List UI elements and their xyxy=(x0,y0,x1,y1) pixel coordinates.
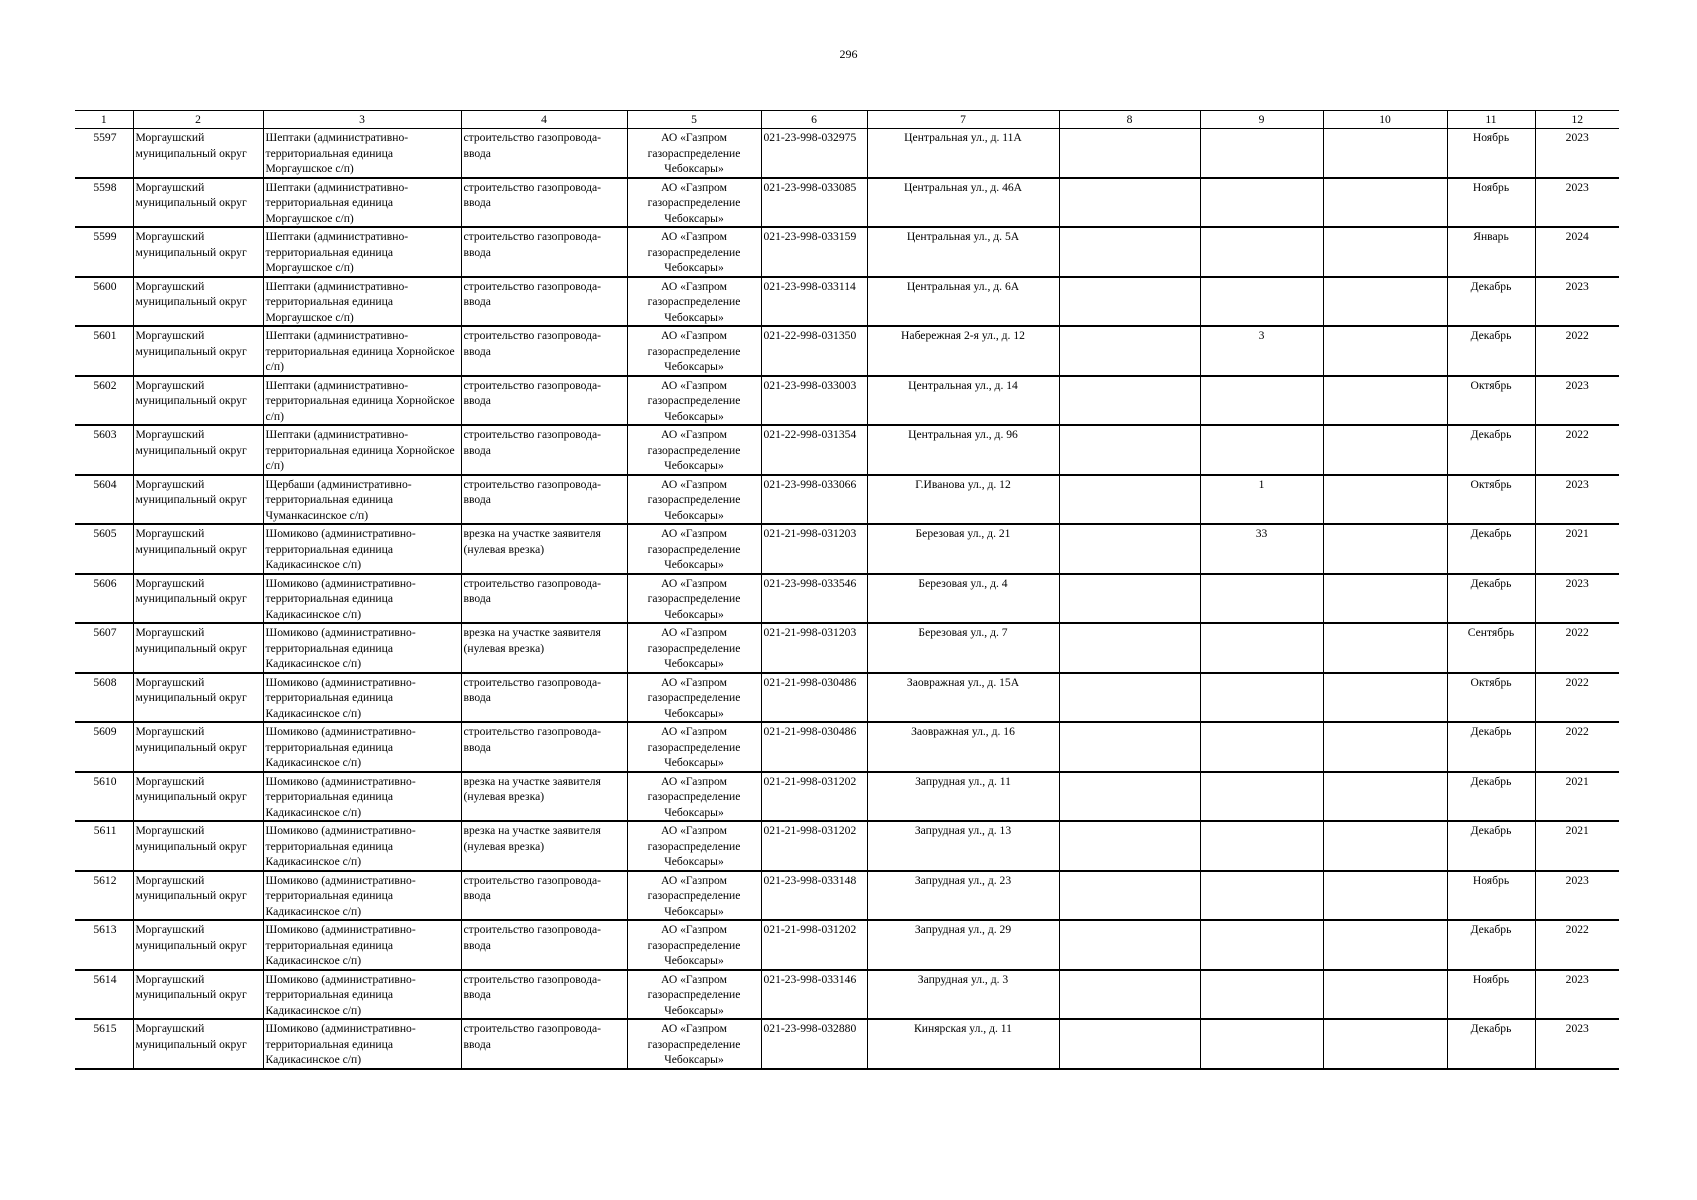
column-9-cell xyxy=(1200,920,1323,970)
address-cell: Запрудная ул., д. 23 xyxy=(867,871,1059,921)
settlement-cell: Щербаши (административно-территориальная единица Чуманкасинское с/п) xyxy=(263,475,461,525)
settlement-cell: Шептаки (административно-территориальная единица Хорнойское с/п) xyxy=(263,425,461,475)
column-10-cell xyxy=(1323,376,1447,426)
registry-table xyxy=(75,110,1619,1070)
address-cell: Запрудная ул., д. 11 xyxy=(867,772,1059,822)
row-number-cell: 5604 xyxy=(75,475,133,525)
contract-number-cell: 021-23-998-033085 xyxy=(761,178,867,228)
page-number: 296 xyxy=(839,47,858,61)
column-10-cell xyxy=(1323,475,1447,525)
month-cell: Январь xyxy=(1447,227,1535,277)
organization-cell: АО «Газпром газораспределение Чебоксары» xyxy=(627,129,761,178)
column-9-cell xyxy=(1200,425,1323,475)
column-9-cell: 33 xyxy=(1200,524,1323,574)
work-type-cell: строительство газопровода-ввода xyxy=(461,1019,627,1069)
month-cell: Декабрь xyxy=(1447,277,1535,327)
address-cell: Березовая ул., д. 21 xyxy=(867,524,1059,574)
settlement-cell: Шептаки (административно-территориальная единица Моргаушское с/п) xyxy=(263,178,461,228)
month-cell: Декабрь xyxy=(1447,574,1535,624)
municipality-cell: Моргаушский муниципальный округ xyxy=(133,326,263,376)
table-row xyxy=(75,920,1619,970)
settlement-cell: Шомиково (административно-территориальная единица Кадикасинское с/п) xyxy=(263,920,461,970)
month-cell: Декабрь xyxy=(1447,326,1535,376)
table-row xyxy=(75,475,1619,525)
column-9-cell: 1 xyxy=(1200,475,1323,525)
address-cell: Центральная ул., д. 96 xyxy=(867,425,1059,475)
table-row xyxy=(75,1019,1619,1069)
work-type-cell: строительство газопровода-ввода xyxy=(461,970,627,1020)
table-row xyxy=(75,425,1619,475)
row-number-cell: 5608 xyxy=(75,673,133,723)
column-8-cell xyxy=(1059,673,1200,723)
year-cell: 2023 xyxy=(1535,475,1619,525)
column-10-cell xyxy=(1323,524,1447,574)
year-cell: 2023 xyxy=(1535,1019,1619,1069)
contract-number-cell: 021-23-998-033146 xyxy=(761,970,867,1020)
row-number-cell: 5606 xyxy=(75,574,133,624)
column-8-cell xyxy=(1059,129,1200,178)
settlement-cell: Шептаки (административно-территориальная единица Моргаушское с/п) xyxy=(263,227,461,277)
row-number-cell: 5597 xyxy=(75,129,133,178)
work-type-cell: строительство газопровода-ввода xyxy=(461,326,627,376)
contract-number-cell: 021-23-998-033148 xyxy=(761,871,867,921)
contract-number-cell: 021-23-998-033159 xyxy=(761,227,867,277)
header-cell-12: 12 xyxy=(1535,111,1619,129)
organization-cell: АО «Газпром газораспределение Чебоксары» xyxy=(627,623,761,673)
table-row xyxy=(75,524,1619,574)
column-10-cell xyxy=(1323,970,1447,1020)
settlement-cell: Шомиково (административно-территориальная единица Кадикасинское с/п) xyxy=(263,871,461,921)
month-cell: Октябрь xyxy=(1447,673,1535,723)
contract-number-cell: 021-23-998-033546 xyxy=(761,574,867,624)
column-9-cell xyxy=(1200,227,1323,277)
header-cell-6: 6 xyxy=(761,111,867,129)
month-cell: Декабрь xyxy=(1447,920,1535,970)
year-cell: 2023 xyxy=(1535,376,1619,426)
header-cell-5: 5 xyxy=(627,111,761,129)
column-8-cell xyxy=(1059,524,1200,574)
header-cell-9: 9 xyxy=(1200,111,1323,129)
work-type-cell: строительство газопровода-ввода xyxy=(461,376,627,426)
organization-cell: АО «Газпром газораспределение Чебоксары» xyxy=(627,277,761,327)
organization-cell: АО «Газпром газораспределение Чебоксары» xyxy=(627,1019,761,1069)
month-cell: Сентябрь xyxy=(1447,623,1535,673)
organization-cell: АО «Газпром газораспределение Чебоксары» xyxy=(627,524,761,574)
row-number-cell: 5613 xyxy=(75,920,133,970)
row-number-cell: 5601 xyxy=(75,326,133,376)
work-type-cell: строительство газопровода-ввода xyxy=(461,277,627,327)
month-cell: Ноябрь xyxy=(1447,970,1535,1020)
work-type-cell: врезка на участке заявителя (нулевая врезка) xyxy=(461,623,627,673)
row-number-cell: 5599 xyxy=(75,227,133,277)
municipality-cell: Моргаушский муниципальный округ xyxy=(133,178,263,228)
settlement-cell: Шомиково (административно-территориальная единица Кадикасинское с/п) xyxy=(263,722,461,772)
year-cell: 2021 xyxy=(1535,821,1619,871)
municipality-cell: Моргаушский муниципальный округ xyxy=(133,772,263,822)
contract-number-cell: 021-21-998-031202 xyxy=(761,920,867,970)
contract-number-cell: 021-22-998-031354 xyxy=(761,425,867,475)
organization-cell: АО «Газпром газораспределение Чебоксары» xyxy=(627,920,761,970)
settlement-cell: Шептаки (административно-территориальная единица Хорнойское с/п) xyxy=(263,326,461,376)
year-cell: 2023 xyxy=(1535,178,1619,228)
table-row xyxy=(75,178,1619,228)
address-cell: Набережная 2-я ул., д. 12 xyxy=(867,326,1059,376)
column-9-cell xyxy=(1200,821,1323,871)
settlement-cell: Шептаки (административно-территориальная единица Моргаушское с/п) xyxy=(263,277,461,327)
address-cell: Заовражная ул., д. 16 xyxy=(867,722,1059,772)
municipality-cell: Моргаушский муниципальный округ xyxy=(133,673,263,723)
table-body xyxy=(75,129,1619,1069)
address-cell: Заовражная ул., д. 15А xyxy=(867,673,1059,723)
organization-cell: АО «Газпром газораспределение Чебоксары» xyxy=(627,772,761,822)
column-9-cell xyxy=(1200,178,1323,228)
address-cell: Березовая ул., д. 4 xyxy=(867,574,1059,624)
column-10-cell xyxy=(1323,277,1447,327)
column-8-cell xyxy=(1059,871,1200,921)
work-type-cell: строительство газопровода-ввода xyxy=(461,475,627,525)
settlement-cell: Шомиково (административно-территориальная единица Кадикасинское с/п) xyxy=(263,821,461,871)
work-type-cell: строительство газопровода-ввода xyxy=(461,178,627,228)
contract-number-cell: 021-23-998-033003 xyxy=(761,376,867,426)
settlement-cell: Шомиково (административно-территориальная единица Кадикасинское с/п) xyxy=(263,970,461,1020)
column-9-cell xyxy=(1200,673,1323,723)
municipality-cell: Моргаушский муниципальный округ xyxy=(133,425,263,475)
work-type-cell: врезка на участке заявителя (нулевая врезка) xyxy=(461,524,627,574)
address-cell: Кинярская ул., д. 11 xyxy=(867,1019,1059,1069)
municipality-cell: Моргаушский муниципальный округ xyxy=(133,524,263,574)
year-cell: 2022 xyxy=(1535,673,1619,723)
year-cell: 2022 xyxy=(1535,722,1619,772)
month-cell: Декабрь xyxy=(1447,772,1535,822)
year-cell: 2024 xyxy=(1535,227,1619,277)
header-cell-10: 10 xyxy=(1323,111,1447,129)
column-8-cell xyxy=(1059,970,1200,1020)
municipality-cell: Моргаушский муниципальный округ xyxy=(133,277,263,327)
month-cell: Ноябрь xyxy=(1447,178,1535,228)
municipality-cell: Моргаушский муниципальный округ xyxy=(133,1019,263,1069)
column-9-cell xyxy=(1200,129,1323,178)
column-10-cell xyxy=(1323,227,1447,277)
row-number-cell: 5611 xyxy=(75,821,133,871)
organization-cell: АО «Газпром газораспределение Чебоксары» xyxy=(627,871,761,921)
contract-number-cell: 021-21-998-031203 xyxy=(761,524,867,574)
contract-number-cell: 021-23-998-033114 xyxy=(761,277,867,327)
municipality-cell: Моргаушский муниципальный округ xyxy=(133,574,263,624)
column-8-cell xyxy=(1059,326,1200,376)
column-10-cell xyxy=(1323,871,1447,921)
column-8-cell xyxy=(1059,772,1200,822)
contract-number-cell: 021-21-998-030486 xyxy=(761,722,867,772)
header-cell-11: 11 xyxy=(1447,111,1535,129)
organization-cell: АО «Газпром газораспределение Чебоксары» xyxy=(627,425,761,475)
header-cell-1: 1 xyxy=(75,111,133,129)
column-10-cell xyxy=(1323,1019,1447,1069)
column-9-cell xyxy=(1200,623,1323,673)
table-row xyxy=(75,821,1619,871)
column-10-cell xyxy=(1323,129,1447,178)
column-8-cell xyxy=(1059,376,1200,426)
table-row xyxy=(75,376,1619,426)
column-10-cell xyxy=(1323,722,1447,772)
column-10-cell xyxy=(1323,920,1447,970)
municipality-cell: Моргаушский муниципальный округ xyxy=(133,722,263,772)
work-type-cell: строительство газопровода-ввода xyxy=(461,920,627,970)
year-cell: 2022 xyxy=(1535,425,1619,475)
organization-cell: АО «Газпром газораспределение Чебоксары» xyxy=(627,178,761,228)
column-8-cell xyxy=(1059,227,1200,277)
column-8-cell xyxy=(1059,920,1200,970)
column-9-cell xyxy=(1200,970,1323,1020)
address-cell: Центральная ул., д. 14 xyxy=(867,376,1059,426)
contract-number-cell: 021-21-998-031202 xyxy=(761,821,867,871)
address-cell: Центральная ул., д. 6А xyxy=(867,277,1059,327)
table-row xyxy=(75,673,1619,723)
address-cell: Г.Иванова ул., д. 12 xyxy=(867,475,1059,525)
column-10-cell xyxy=(1323,673,1447,723)
work-type-cell: строительство газопровода-ввода xyxy=(461,871,627,921)
column-8-cell xyxy=(1059,623,1200,673)
month-cell: Ноябрь xyxy=(1447,871,1535,921)
work-type-cell: строительство газопровода-ввода xyxy=(461,129,627,178)
row-number-cell: 5615 xyxy=(75,1019,133,1069)
municipality-cell: Моргаушский муниципальный округ xyxy=(133,227,263,277)
address-cell: Запрудная ул., д. 3 xyxy=(867,970,1059,1020)
column-8-cell xyxy=(1059,574,1200,624)
row-number-cell: 5605 xyxy=(75,524,133,574)
municipality-cell: Моргаушский муниципальный округ xyxy=(133,623,263,673)
address-cell: Центральная ул., д. 5А xyxy=(867,227,1059,277)
work-type-cell: строительство газопровода-ввода xyxy=(461,425,627,475)
work-type-cell: строительство газопровода-ввода xyxy=(461,722,627,772)
organization-cell: АО «Газпром газораспределение Чебоксары» xyxy=(627,574,761,624)
month-cell: Декабрь xyxy=(1447,722,1535,772)
header-cell-2: 2 xyxy=(133,111,263,129)
contract-number-cell: 021-22-998-031350 xyxy=(761,326,867,376)
year-cell: 2023 xyxy=(1535,871,1619,921)
column-9-cell xyxy=(1200,722,1323,772)
column-9-cell xyxy=(1200,1019,1323,1069)
row-number-cell: 5598 xyxy=(75,178,133,228)
month-cell: Декабрь xyxy=(1447,524,1535,574)
municipality-cell: Моргаушский муниципальный округ xyxy=(133,821,263,871)
contract-number-cell: 021-21-998-031202 xyxy=(761,772,867,822)
settlement-cell: Шомиково (административно-территориальная единица Кадикасинское с/п) xyxy=(263,574,461,624)
address-cell: Центральная ул., д. 46А xyxy=(867,178,1059,228)
row-number-cell: 5610 xyxy=(75,772,133,822)
settlement-cell: Шомиково (административно-территориальная единица Кадикасинское с/п) xyxy=(263,673,461,723)
column-9-cell xyxy=(1200,277,1323,327)
column-9-cell xyxy=(1200,376,1323,426)
header-row xyxy=(75,111,1619,129)
municipality-cell: Моргаушский муниципальный округ xyxy=(133,970,263,1020)
month-cell: Декабрь xyxy=(1447,1019,1535,1069)
address-cell: Березовая ул., д. 7 xyxy=(867,623,1059,673)
column-10-cell xyxy=(1323,821,1447,871)
table-row xyxy=(75,574,1619,624)
column-8-cell xyxy=(1059,475,1200,525)
year-cell: 2023 xyxy=(1535,574,1619,624)
municipality-cell: Моргаушский муниципальный округ xyxy=(133,475,263,525)
table-header xyxy=(75,111,1619,129)
column-9-cell xyxy=(1200,574,1323,624)
row-number-cell: 5612 xyxy=(75,871,133,921)
year-cell: 2022 xyxy=(1535,920,1619,970)
row-number-cell: 5603 xyxy=(75,425,133,475)
month-cell: Декабрь xyxy=(1447,821,1535,871)
year-cell: 2021 xyxy=(1535,772,1619,822)
column-9-cell: 3 xyxy=(1200,326,1323,376)
contract-number-cell: 021-23-998-032880 xyxy=(761,1019,867,1069)
table-row xyxy=(75,722,1619,772)
header-cell-4: 4 xyxy=(461,111,627,129)
month-cell: Октябрь xyxy=(1447,376,1535,426)
table-row xyxy=(75,871,1619,921)
row-number-cell: 5607 xyxy=(75,623,133,673)
header-cell-8: 8 xyxy=(1059,111,1200,129)
column-10-cell xyxy=(1323,772,1447,822)
work-type-cell: строительство газопровода-ввода xyxy=(461,574,627,624)
year-cell: 2021 xyxy=(1535,524,1619,574)
contract-number-cell: 021-21-998-030486 xyxy=(761,673,867,723)
work-type-cell: строительство газопровода-ввода xyxy=(461,227,627,277)
column-10-cell xyxy=(1323,326,1447,376)
settlement-cell: Шомиково (административно-территориальная единица Кадикасинское с/п) xyxy=(263,1019,461,1069)
column-8-cell xyxy=(1059,1019,1200,1069)
contract-number-cell: 021-23-998-033066 xyxy=(761,475,867,525)
header-cell-3: 3 xyxy=(263,111,461,129)
settlement-cell: Шомиково (административно-территориальная единица Кадикасинское с/п) xyxy=(263,772,461,822)
table-row xyxy=(75,623,1619,673)
organization-cell: АО «Газпром газораспределение Чебоксары» xyxy=(627,326,761,376)
table-row xyxy=(75,326,1619,376)
address-cell: Запрудная ул., д. 29 xyxy=(867,920,1059,970)
work-type-cell: врезка на участке заявителя (нулевая врезка) xyxy=(461,772,627,822)
table-row xyxy=(75,227,1619,277)
row-number-cell: 5614 xyxy=(75,970,133,1020)
organization-cell: АО «Газпром газораспределение Чебоксары» xyxy=(627,970,761,1020)
contract-number-cell: 021-23-998-032975 xyxy=(761,129,867,178)
organization-cell: АО «Газпром газораспределение Чебоксары» xyxy=(627,821,761,871)
year-cell: 2023 xyxy=(1535,970,1619,1020)
month-cell: Октябрь xyxy=(1447,475,1535,525)
column-8-cell xyxy=(1059,722,1200,772)
municipality-cell: Моргаушский муниципальный округ xyxy=(133,920,263,970)
settlement-cell: Шомиково (административно-территориальная единица Кадикасинское с/п) xyxy=(263,623,461,673)
municipality-cell: Моргаушский муниципальный округ xyxy=(133,129,263,178)
settlement-cell: Шептаки (административно-территориальная единица Хорнойское с/п) xyxy=(263,376,461,426)
month-cell: Ноябрь xyxy=(1447,129,1535,178)
work-type-cell: врезка на участке заявителя (нулевая врезка) xyxy=(461,821,627,871)
organization-cell: АО «Газпром газораспределение Чебоксары» xyxy=(627,475,761,525)
column-9-cell xyxy=(1200,772,1323,822)
organization-cell: АО «Газпром газораспределение Чебоксары» xyxy=(627,722,761,772)
address-cell: Запрудная ул., д. 13 xyxy=(867,821,1059,871)
year-cell: 2023 xyxy=(1535,129,1619,178)
column-10-cell xyxy=(1323,623,1447,673)
column-10-cell xyxy=(1323,178,1447,228)
table-row xyxy=(75,277,1619,327)
row-number-cell: 5600 xyxy=(75,277,133,327)
year-cell: 2022 xyxy=(1535,623,1619,673)
contract-number-cell: 021-21-998-031203 xyxy=(761,623,867,673)
row-number-cell: 5609 xyxy=(75,722,133,772)
table-row xyxy=(75,970,1619,1020)
year-cell: 2023 xyxy=(1535,277,1619,327)
table-row xyxy=(75,129,1619,178)
column-8-cell xyxy=(1059,178,1200,228)
organization-cell: АО «Газпром газораспределение Чебоксары» xyxy=(627,227,761,277)
work-type-cell: строительство газопровода-ввода xyxy=(461,673,627,723)
column-10-cell xyxy=(1323,425,1447,475)
settlement-cell: Шептаки (административно-территориальная единица Моргаушское с/п) xyxy=(263,129,461,178)
address-cell: Центральная ул., д. 11А xyxy=(867,129,1059,178)
column-10-cell xyxy=(1323,574,1447,624)
header-cell-7: 7 xyxy=(867,111,1059,129)
settlement-cell: Шомиково (административно-территориальная единица Кадикасинское с/п) xyxy=(263,524,461,574)
column-8-cell xyxy=(1059,425,1200,475)
municipality-cell: Моргаушский муниципальный округ xyxy=(133,871,263,921)
municipality-cell: Моргаушский муниципальный округ xyxy=(133,376,263,426)
table-row xyxy=(75,772,1619,822)
year-cell: 2022 xyxy=(1535,326,1619,376)
row-number-cell: 5602 xyxy=(75,376,133,426)
month-cell: Декабрь xyxy=(1447,425,1535,475)
column-8-cell xyxy=(1059,277,1200,327)
column-9-cell xyxy=(1200,871,1323,921)
column-8-cell xyxy=(1059,821,1200,871)
organization-cell: АО «Газпром газораспределение Чебоксары» xyxy=(627,376,761,426)
organization-cell: АО «Газпром газораспределение Чебоксары» xyxy=(627,673,761,723)
